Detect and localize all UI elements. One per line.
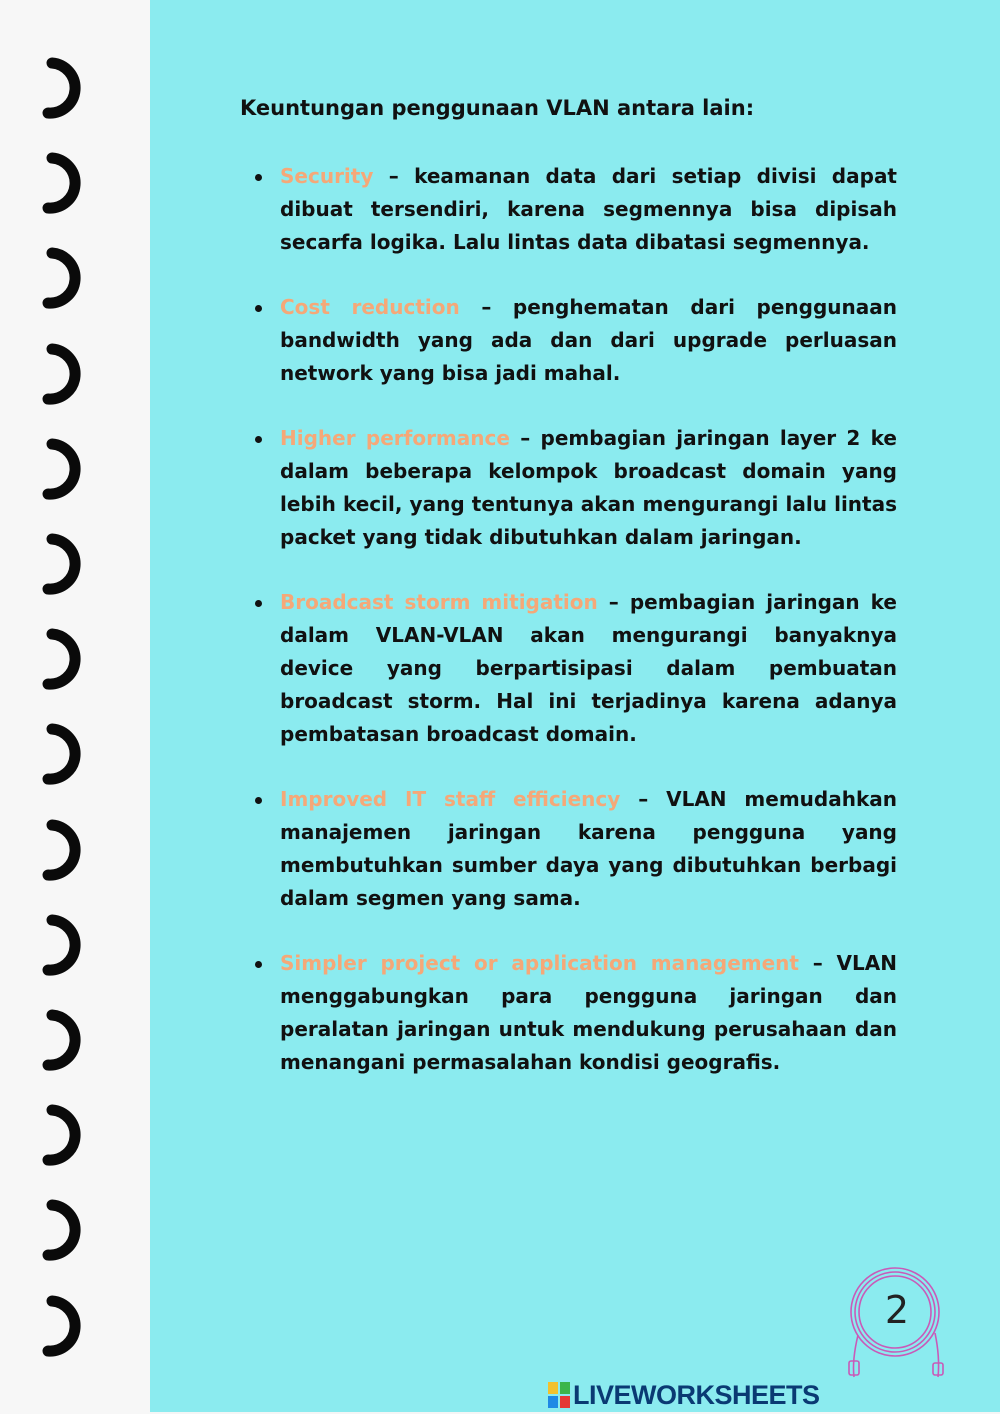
benefit-description: – pembagian jaringan layer 2 ke dalam beberapa kelompok broadcast domain yang lebih kecil, yang tentunya akan mengurangi lalu lintas packet yang tidak dibutuhkan dalam jaringan. bbox=[280, 426, 897, 549]
benefit-description: – VLAN memudahkan manajemen jaringan karena pengguna yang membutuhkan sumber daya yang dibutuhkan berbagi dalam segmen yang sama. bbox=[280, 787, 897, 910]
spiral-ring bbox=[0, 438, 104, 500]
benefit-term: Broadcast storm mitigation bbox=[280, 590, 598, 614]
spiral-ring bbox=[0, 1104, 104, 1166]
list-item bbox=[280, 160, 897, 259]
benefit-term: Security bbox=[280, 164, 374, 188]
list-item bbox=[280, 422, 897, 554]
list-item bbox=[280, 586, 897, 751]
liveworksheets-icon bbox=[548, 1382, 570, 1408]
spiral-ring bbox=[0, 1295, 104, 1357]
watermark-text: LIVEWORKSHEETS bbox=[573, 1379, 820, 1410]
spiral-ring bbox=[0, 1199, 104, 1261]
spiral-ring bbox=[0, 1009, 104, 1071]
spiral-ring bbox=[0, 57, 104, 119]
spiral-ring bbox=[0, 152, 104, 214]
benefit-term: Improved IT staff efficiency bbox=[280, 787, 621, 811]
benefit-term: Simpler project or application management bbox=[280, 951, 799, 975]
spiral-ring bbox=[0, 628, 104, 690]
benefit-term: Cost reduction bbox=[280, 295, 460, 319]
benefit-description: – keamanan data dari setiap divisi dapat dibuat tersendiri, karena segmennya bisa dipisah secarfa logika. Lalu lintas data dibatasi segmennya. bbox=[280, 164, 897, 254]
list-item bbox=[280, 783, 897, 915]
page-heading: Keuntungan penggunaan VLAN antara lain: bbox=[240, 96, 755, 120]
spiral-binding bbox=[0, 0, 150, 1414]
worksheet-page bbox=[150, 0, 1000, 1412]
spiral-ring bbox=[0, 343, 104, 405]
list-item bbox=[280, 947, 897, 1079]
spiral-ring bbox=[0, 914, 104, 976]
benefit-description: – VLAN menggabungkan para pengguna jaringan dan peralatan jaringan untuk mendukung perusahaan dan menangani permasalahan kondisi geografis. bbox=[280, 951, 897, 1074]
page-number: 2 bbox=[884, 1288, 910, 1332]
list-item bbox=[280, 291, 897, 390]
liveworksheets-logo bbox=[548, 1378, 820, 1412]
benefits-list bbox=[280, 160, 897, 1111]
benefit-description: – penghematan dari penggunaan bandwidth yang ada dan dari upgrade perluasan network yang bisa jadi mahal. bbox=[280, 295, 897, 385]
benefit-description: – pembagian jaringan ke dalam VLAN-VLAN akan mengurangi banyaknya device yang berpartisipasi dalam pembuatan broadcast storm. Hal ini terjadinya karena adanya pembatasan broadcast domain. bbox=[280, 590, 897, 746]
spiral-ring bbox=[0, 533, 104, 595]
benefit-term: Higher performance bbox=[280, 426, 510, 450]
spiral-ring bbox=[0, 723, 104, 785]
spiral-ring bbox=[0, 247, 104, 309]
spiral-ring bbox=[0, 819, 104, 881]
